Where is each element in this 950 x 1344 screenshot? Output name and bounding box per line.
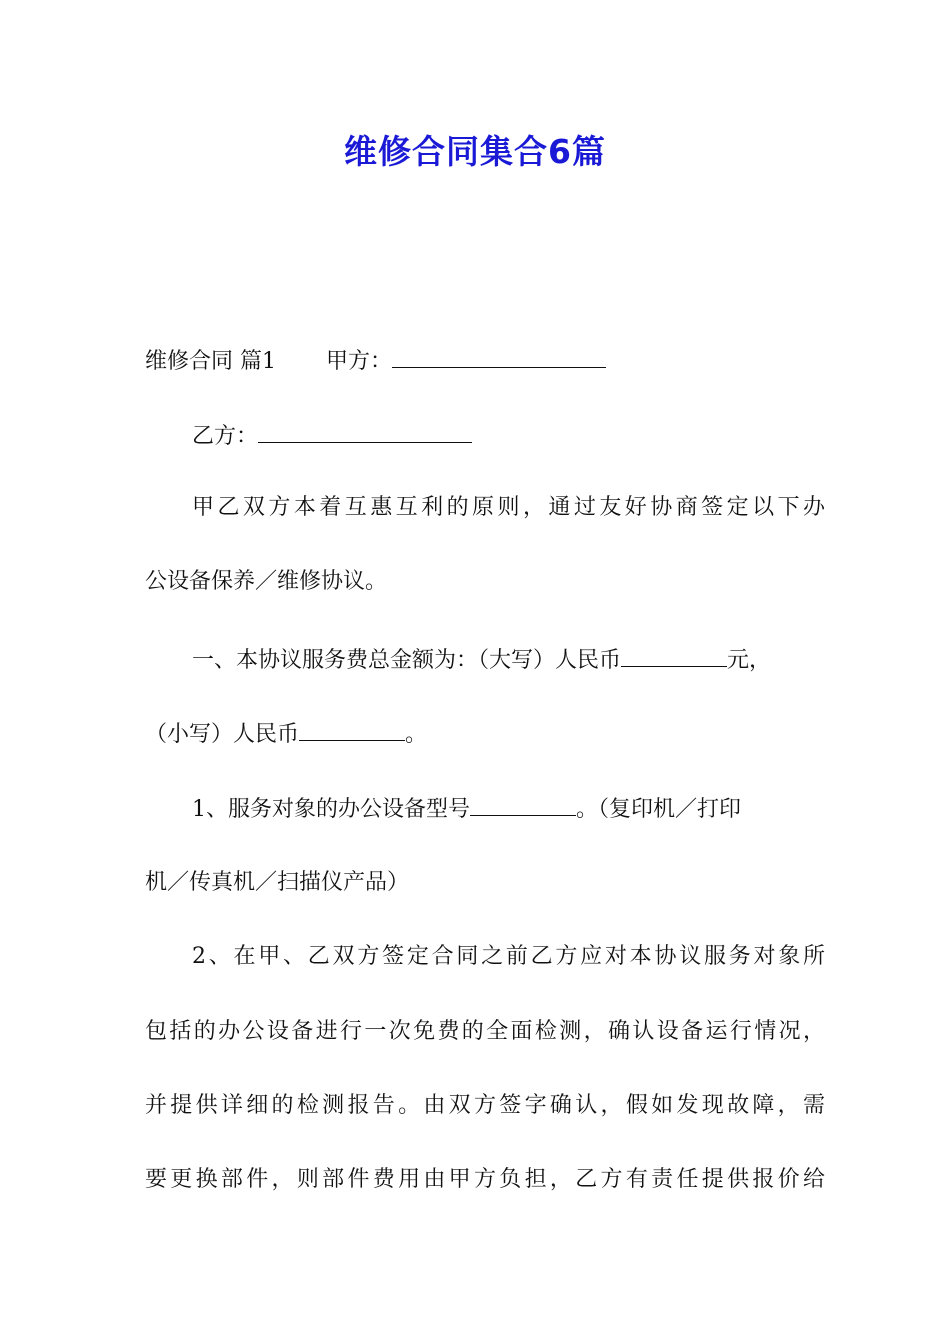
party-b-line xyxy=(192,420,825,452)
section-heading: 维修合同 篇1 xyxy=(145,349,276,374)
party-a-label: 甲方： xyxy=(326,349,393,374)
item-1-prefix: 1、服务对象的办公设备型号 xyxy=(192,797,470,822)
clause-1-suffix: 元， xyxy=(727,648,772,673)
item-2-line-3: 并提供详细的检测报告。由双方签字确认，假如发现故障，需 xyxy=(145,1093,825,1118)
clause-1-line2-suffix: 。 xyxy=(405,722,428,747)
party-b-label: 乙方： xyxy=(192,424,259,449)
clause-1-line-1 xyxy=(192,644,825,676)
amount-uppercase-blank xyxy=(621,644,727,667)
clause-1-prefix: 一、本协议服务费总金额为：（大写）人民币 xyxy=(192,648,622,673)
device-model-blank xyxy=(470,793,576,816)
party-b-blank xyxy=(258,420,472,443)
clause-1-line2-prefix: （小写）人民币 xyxy=(145,722,300,747)
intro-line-1: 甲乙双方本着互惠互利的原则，通过友好协商签定以下办 xyxy=(192,495,825,520)
party-a-blank xyxy=(392,345,606,368)
clause-1-line-2 xyxy=(145,718,825,750)
item-2-line-4: 要更换部件，则部件费用由甲方负担，乙方有责任提供报价给 xyxy=(145,1167,825,1192)
header-line xyxy=(145,345,825,377)
item-1-suffix: 。（复印机／打印 xyxy=(576,797,742,822)
intro-line-2: 公设备保养／维修协议。 xyxy=(145,569,388,594)
item-1-line-2: 机／传真机／扫描仪产品） xyxy=(145,870,410,895)
amount-lowercase-blank xyxy=(299,718,405,741)
item-1-line-1 xyxy=(192,793,825,825)
item-2-line-2: 包括的办公设备进行一次免费的全面检测，确认设备运行情况， xyxy=(145,1019,825,1044)
document-title: 维修合同集合6篇 xyxy=(344,132,606,171)
item-2-line-1: 2、在甲、乙双方签定合同之前乙方应对本协议服务对象所 xyxy=(192,944,825,969)
